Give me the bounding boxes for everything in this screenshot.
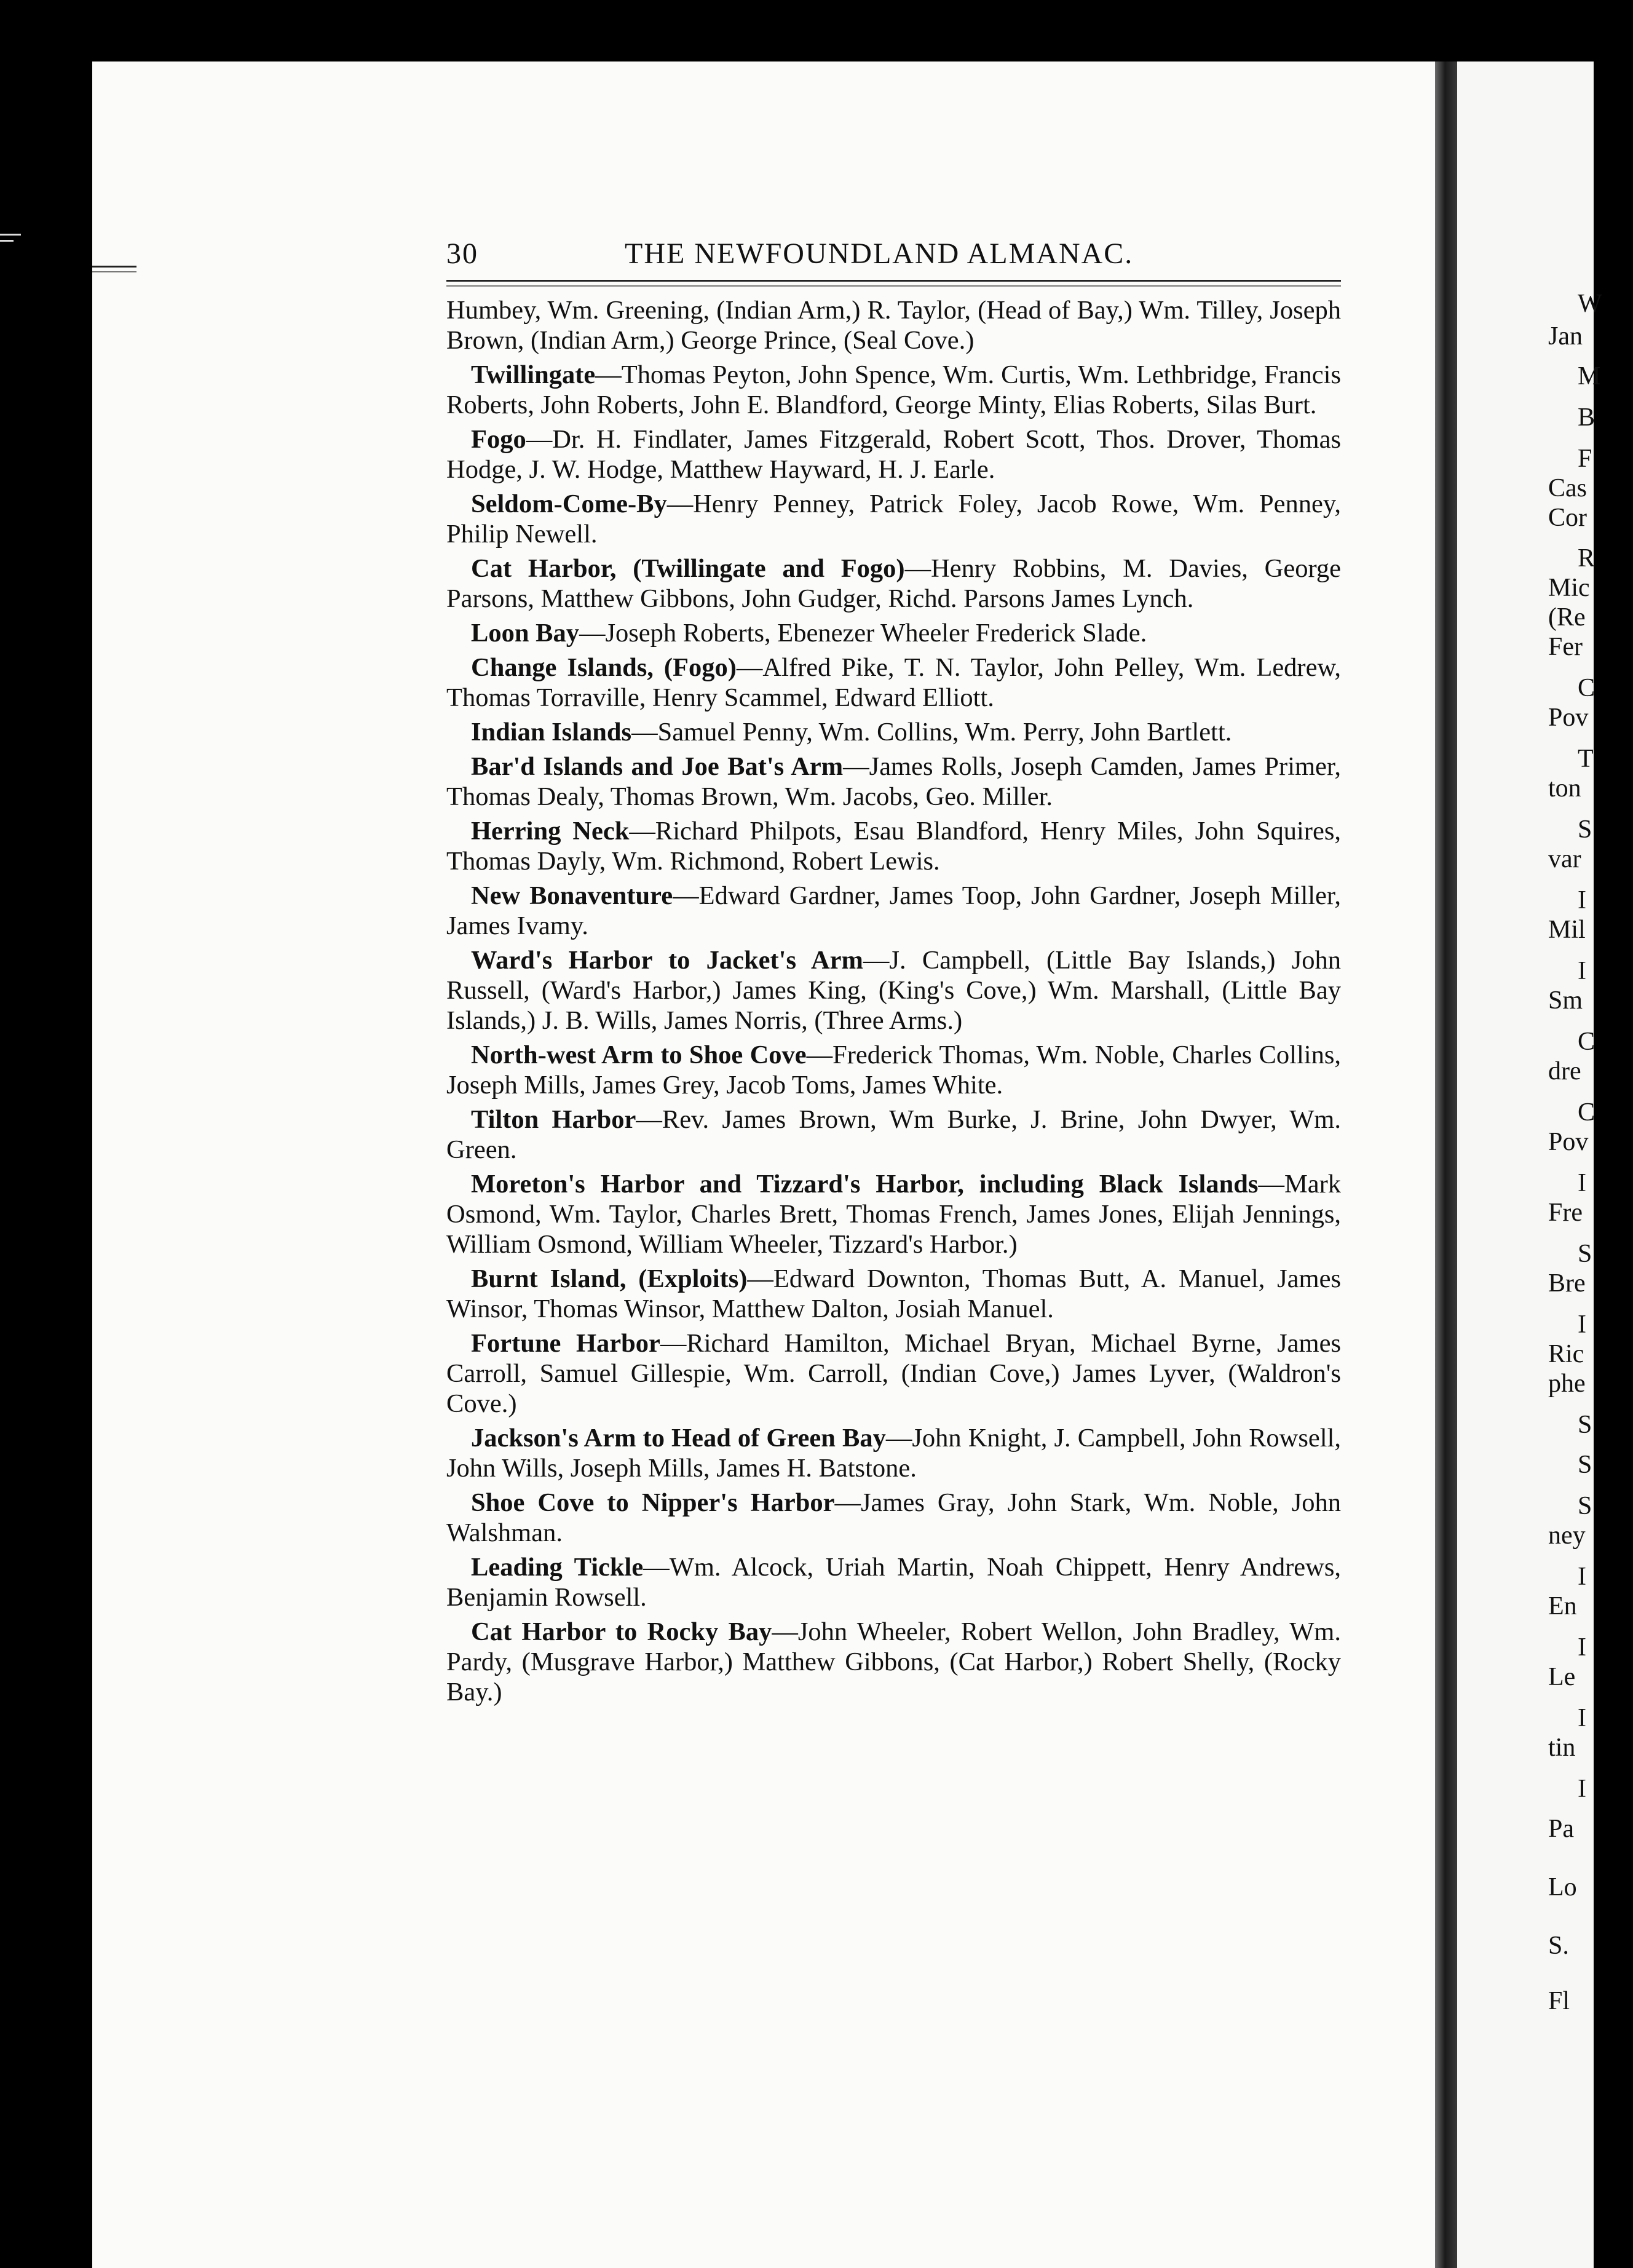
directory-entry: [446, 489, 1341, 549]
member-names: —Joseph Roberts, Ebenezer Wheeler Frederick Slade.: [579, 619, 1147, 648]
facing-page-fragment: Cor: [1548, 504, 1587, 532]
directory-entry: [446, 652, 1341, 713]
place-name: Seldom-Come-By: [471, 490, 667, 518]
place-name: New Bonaventure: [471, 881, 673, 910]
member-names: —Henry Penney, Patrick Foley, Jacob Rowe, Wm. Penney, Philip Newell.: [446, 490, 1341, 549]
page-header: [446, 237, 1341, 274]
facing-page-fragment: Mic: [1548, 574, 1590, 602]
facing-page-fragment: Pa: [1548, 1815, 1574, 1843]
directory-entry: [446, 1552, 1341, 1612]
facing-page-fragment: var: [1548, 845, 1581, 873]
facing-page-fragment: I: [1578, 886, 1586, 914]
facing-page-fragment: dre: [1548, 1057, 1581, 1085]
member-names: —James Rolls, Joseph Camden, James Primer, Thomas Dealy, Thomas Brown, Wm. Jacobs, Geo. Miller.: [446, 752, 1341, 811]
place-name: North-west Arm to Shoe Cove: [471, 1041, 807, 1069]
member-names: —Thomas Peyton, John Spence, Wm. Curtis, Wm. Lethbridge, Francis Roberts, John Roberts, John E. Blandford, George Minty, Elias Roberts, Silas Burt.: [446, 360, 1341, 419]
place-name: Fogo: [471, 425, 526, 454]
member-names: —Richard Hamilton, Michael Bryan, Michael Byrne, James Carroll, Samuel Gillespie, Wm. Carroll, (Indian Cove,) James Lyver, (Waldron's Cove.): [446, 1329, 1341, 1418]
facing-page-fragment: En: [1548, 1592, 1577, 1620]
directory-text: [446, 295, 1341, 1711]
directory-entry: [446, 881, 1341, 941]
member-names: —John Wheeler, Robert Wellon, John Bradley, Wm. Pardy, (Musgrave Harbor,) Matthew Gibbons, (Cat Harbor,) Robert Shelly, (Rocky Bay.): [446, 1617, 1341, 1707]
facing-page-fragment: C: [1578, 1098, 1595, 1127]
member-names: —John Knight, J. Campbell, John Rowsell, John Wills, Joseph Mills, James H. Batstone.: [446, 1424, 1341, 1483]
place-name: Leading Tickle: [471, 1553, 644, 1582]
member-names: —Edward Downton, Thomas Butt, A. Manuel, James Winsor, Thomas Winsor, Matthew Dalton, Josiah Manuel.: [446, 1264, 1341, 1323]
place-name: Shoe Cove to Nipper's Harbor: [471, 1488, 835, 1517]
directory-entry: [446, 1104, 1341, 1165]
running-title: THE NEWFOUNDLAND ALMANAC.: [625, 237, 1134, 270]
place-name: Ward's Harbor to Jacket's Arm: [471, 946, 863, 975]
facing-page-fragment: C: [1578, 1028, 1595, 1056]
directory-entry: [446, 424, 1341, 485]
left-page-edge: [0, 234, 25, 271]
directory-entry: [446, 1328, 1341, 1419]
directory-entry: [446, 1617, 1341, 1707]
facing-page-fragment: Fer: [1548, 633, 1583, 661]
facing-page-fragment: I: [1578, 957, 1586, 985]
facing-page-fragment: phe: [1548, 1370, 1586, 1398]
facing-page-fragment: S: [1578, 1240, 1592, 1268]
continuation-paragraph: Humbey, Wm. Greening, (Indian Arm,) R. Taylor, (Head of Bay,) Wm. Tilley, Joseph Brown, (Indian Arm,) George Prince, (Seal Cove.): [446, 296, 1341, 355]
facing-page-fragment: S.: [1548, 1932, 1569, 1960]
facing-page-fragment: I: [1578, 1563, 1586, 1591]
directory-entry: [446, 1264, 1341, 1324]
facing-page-fragment: Fre: [1548, 1199, 1583, 1227]
facing-page-fragment: S: [1578, 1411, 1592, 1439]
facing-page-fragment: Jan: [1548, 322, 1583, 351]
directory-entry: [446, 1423, 1341, 1483]
place-name: Indian Islands: [471, 718, 632, 747]
facing-page-fragment: I: [1578, 1169, 1586, 1197]
member-names: —Rev. James Brown, Wm Burke, J. Brine, John Dwyer, Wm. Green.: [446, 1105, 1341, 1164]
facing-page-fragment: Bre: [1548, 1269, 1586, 1298]
facing-page-fragment: Pov: [1548, 1128, 1589, 1156]
facing-page-fragment: Ric: [1548, 1340, 1584, 1368]
directory-entry: [446, 1488, 1341, 1548]
facing-page-fragment: C: [1578, 674, 1595, 702]
place-name: Cat Harbor to Rocky Bay: [471, 1617, 772, 1646]
facing-page-fragment: tin: [1548, 1734, 1576, 1762]
place-name: Tilton Harbor: [471, 1105, 636, 1134]
member-names: —Mark Osmond, Wm. Taylor, Charles Brett, Thomas French, James Jones, Elijah Jennings, William Osmond, William Wheeler, Tizzard's Harbor.): [446, 1170, 1341, 1259]
directory-entry: [446, 618, 1341, 648]
member-names: —Henry Robbins, M. Davies, George Parsons, Matthew Gibbons, John Gudger, Richd. Parsons James Lynch.: [446, 554, 1341, 613]
member-names: —Edward Gardner, James Toop, John Gardner, Joseph Miller, James Ivamy.: [446, 881, 1341, 940]
place-name: Herring Neck: [471, 817, 630, 846]
facing-page-fragment: S: [1578, 1492, 1592, 1520]
facing-page-fragment: R: [1578, 544, 1595, 573]
facing-page-fragment: W: [1578, 290, 1602, 318]
directory-entry: [446, 945, 1341, 1036]
facing-page-fragment: S: [1578, 815, 1592, 844]
place-name: Moreton's Harbor and Tizzard's Harbor, including Black Islands: [471, 1170, 1259, 1199]
place-name: Jackson's Arm to Head of Green Bay: [471, 1424, 886, 1453]
member-names: —Frederick Thomas, Wm. Noble, Charles Collins, Joseph Mills, James Grey, Jacob Toms, James White.: [446, 1041, 1341, 1100]
member-names: —Dr. H. Findlater, James Fitzgerald, Robert Scott, Thos. Drover, Thomas Hodge, J. W. Hodge, Matthew Hayward, H. J. Earle.: [446, 425, 1341, 484]
directory-entry: [446, 1040, 1341, 1100]
facing-page-fragment: Cas: [1548, 474, 1587, 502]
facing-page-fragment: I: [1578, 1775, 1586, 1803]
facing-page-fragment: Pov: [1548, 704, 1589, 732]
place-name: Bar'd Islands and Joe Bat's Arm: [471, 752, 844, 781]
place-name: Change Islands, (Fogo): [471, 653, 737, 682]
directory-entry: [446, 360, 1341, 420]
member-names: —Alfred Pike, T. N. Taylor, John Pelley, Wm. Ledrew, Thomas Torraville, Henry Scammel, Edward Elliott.: [446, 653, 1341, 712]
facing-page-fragment: B: [1578, 403, 1595, 432]
member-names: —J. Campbell, (Little Bay Islands,) John Russell, (Ward's Harbor,) James King, (King's Cove,) Wm. Marshall, (Little Bay Islands,) J. B. Wills, James Norris, (Three Arms.): [446, 946, 1341, 1035]
facing-page-fragment: (Re: [1548, 603, 1586, 632]
directory-entry: [446, 553, 1341, 614]
facing-page-fragment: Lo: [1548, 1873, 1577, 1901]
facing-page-fragment: I: [1578, 1633, 1586, 1662]
directory-entry: [446, 1169, 1341, 1259]
member-names: —Richard Philpots, Esau Blandford, Henry Miles, John Squires, Thomas Dayly, Wm. Richmond, Robert Lewis.: [446, 817, 1341, 876]
page-number: 30: [446, 237, 478, 270]
place-name: Cat Harbor, (Twillingate and Fogo): [471, 554, 905, 583]
directory-entry: [446, 717, 1341, 747]
facing-page-fragment: Mil: [1548, 916, 1586, 944]
facing-page-fragment: ney: [1548, 1521, 1586, 1550]
header-rule: [446, 280, 1341, 287]
facing-page-rule: [92, 266, 136, 272]
member-names: —Samuel Penny, Wm. Collins, Wm. Perry, John Bartlett.: [631, 718, 1232, 747]
place-name: Fortune Harbor: [471, 1329, 660, 1358]
facing-page-fragment: Fl: [1548, 1987, 1570, 2015]
place-name: Twillingate: [471, 360, 596, 389]
facing-page-fragment: ton: [1548, 774, 1581, 803]
facing-page-fragment: I: [1578, 1310, 1586, 1339]
member-names: —James Gray, John Stark, Wm. Noble, John Walshman.: [446, 1488, 1341, 1547]
facing-page-fragment: Le: [1548, 1663, 1576, 1691]
facing-page-fragment: M: [1578, 362, 1601, 391]
facing-page-fragment: Sm: [1548, 986, 1583, 1015]
facing-page-fragment: I: [1578, 1704, 1586, 1732]
directory-entry: [446, 751, 1341, 812]
place-name: Loon Bay: [471, 619, 579, 648]
book-gutter: [1435, 61, 1457, 2268]
facing-page-fragment: F: [1578, 445, 1592, 473]
facing-page-fragment: S: [1578, 1451, 1592, 1479]
directory-entry: [446, 816, 1341, 876]
place-name: Burnt Island, (Exploits): [471, 1264, 748, 1293]
facing-page-fragment: T: [1578, 745, 1594, 773]
member-names: —Wm. Alcock, Uriah Martin, Noah Chippett, Henry Andrews, Benjamin Rowsell.: [446, 1553, 1341, 1612]
